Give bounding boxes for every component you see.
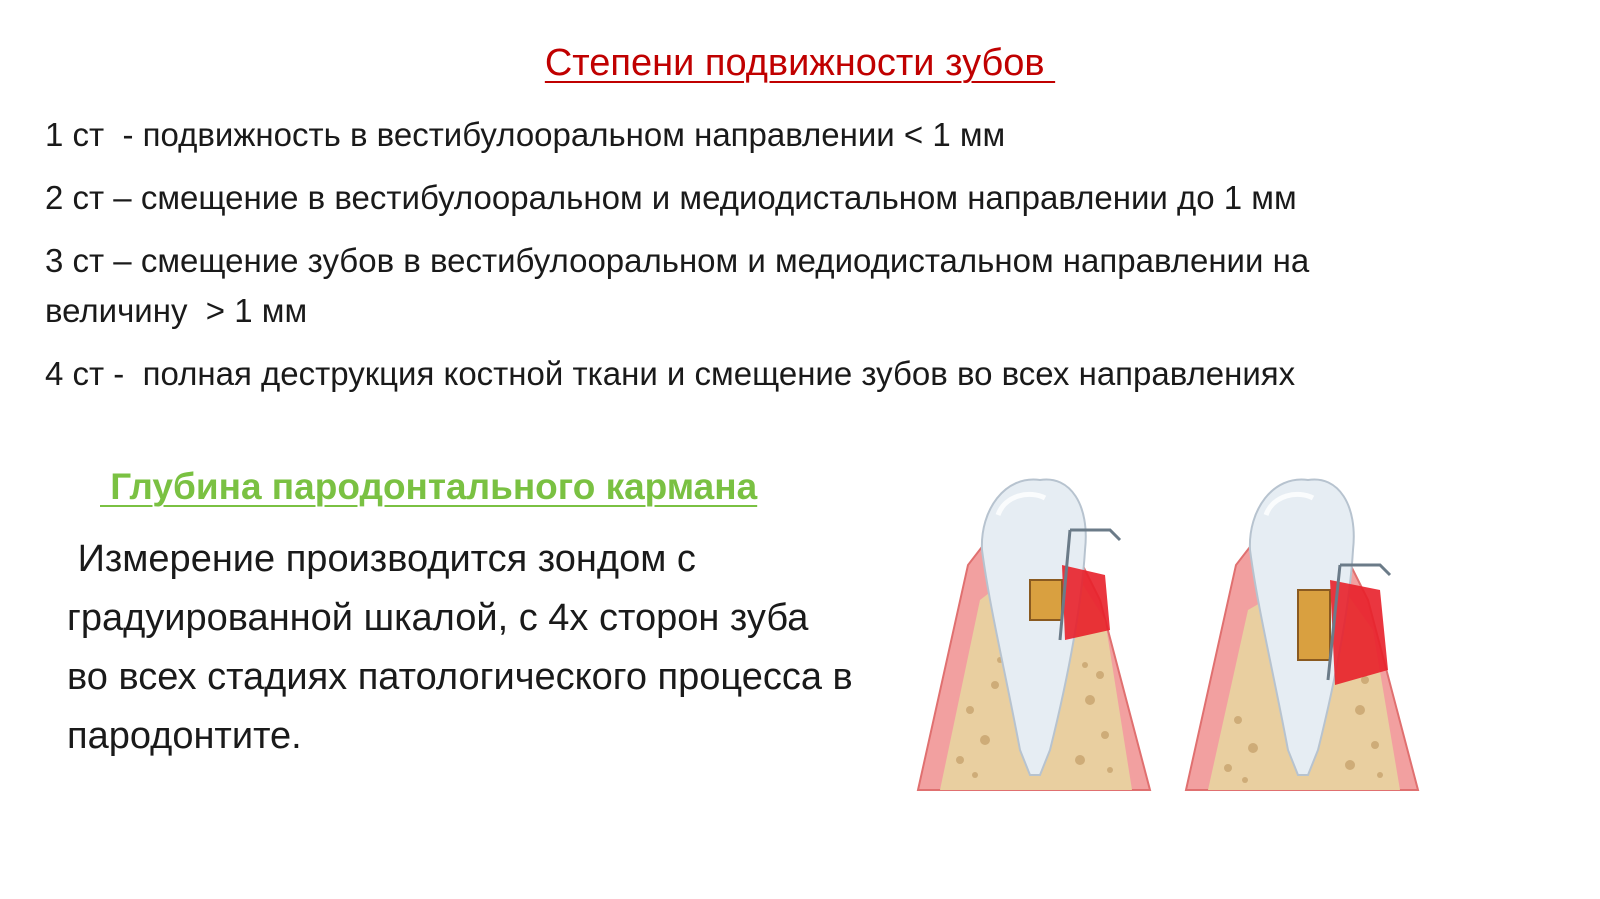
pocket-depth-subtitle: Глубина пародонтального кармана (100, 466, 758, 507)
grade-2-item: 2 ст – смещение в вестибулооральном и медиодистальном направлении до 1 мм (45, 179, 1297, 216)
grade-3-item: 3 ст – смещение зубов в вестибулооральном и медиодистальном направлении на величину > 1 мм (45, 242, 1319, 329)
deep-pocket-tooth-icon (1186, 479, 1418, 790)
mobility-grades-list (45, 110, 1525, 412)
grade-4-item: 4 ст - полная деструкция костной ткани и смещение зубов во всех направлениях (45, 355, 1296, 392)
healthy-pocket-tooth-icon (918, 479, 1150, 790)
periodontal-probe-teeth-illustration (910, 470, 1430, 800)
grade-1-item: 1 ст - подвижность в вестибулооральном направлении < 1 мм (45, 116, 1006, 153)
slide-title: Степени подвижности зубов (544, 42, 1056, 84)
measurement-description: Измерение производится зондом с градуированной шкалой, с 4х сторон зуба во всех стадиях патологического процесса в пародонтите. (67, 538, 864, 757)
